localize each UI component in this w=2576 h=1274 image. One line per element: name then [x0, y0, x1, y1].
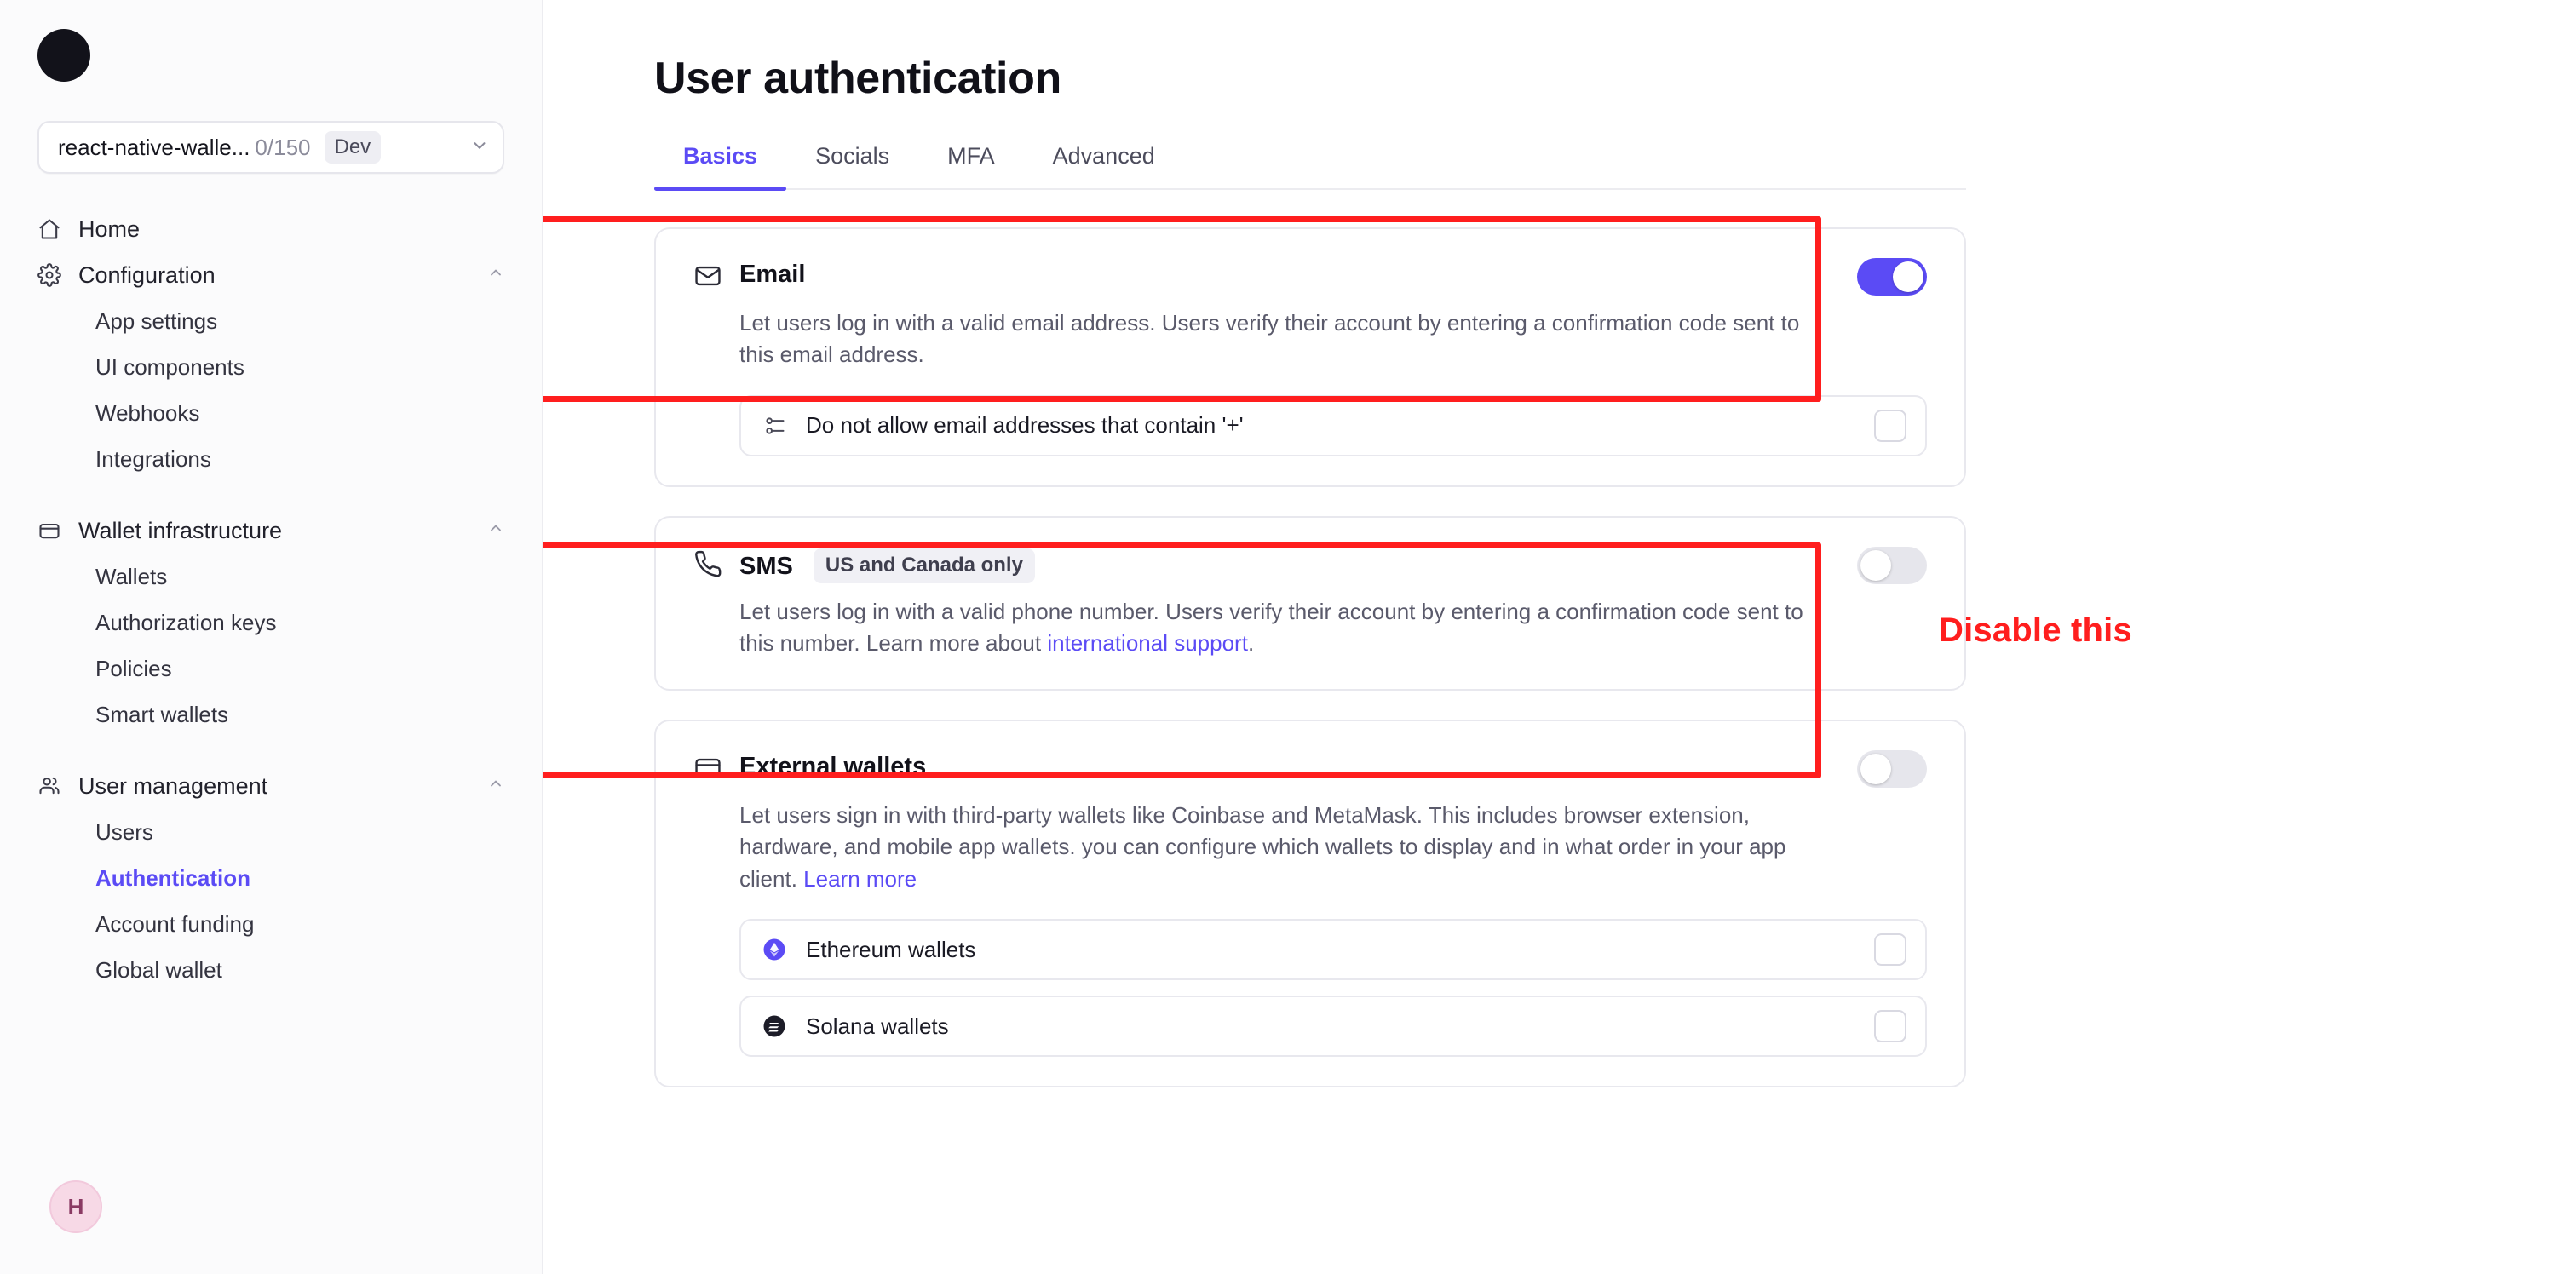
privy-logo-icon — [37, 29, 90, 82]
subrow-label: Do not allow email addresses that contain '+' — [806, 412, 1244, 439]
sidebar-group-wallet-infrastructure[interactable] — [0, 508, 542, 554]
wallet-icon — [37, 519, 61, 542]
tab-label: Basics — [683, 143, 758, 169]
sidebar-item-label: Configuration — [78, 261, 216, 288]
sidebar-item-webhooks[interactable] — [0, 390, 542, 436]
solana-wallets-row[interactable] — [739, 996, 1927, 1057]
subrow-label: Solana wallets — [806, 1013, 949, 1039]
project-env-badge: Dev — [325, 131, 382, 164]
sidebar-item-ui-components[interactable] — [0, 344, 542, 390]
card-description — [739, 307, 1838, 371]
sidebar-item-app-settings[interactable] — [0, 298, 542, 344]
sidebar-group-user-management[interactable] — [0, 763, 542, 809]
card-title — [739, 548, 1035, 583]
envelope-icon — [693, 261, 722, 290]
tab-mfa[interactable] — [918, 143, 1024, 188]
filter-icon — [762, 413, 787, 439]
sidebar — [0, 0, 543, 1274]
sidebar-item-policies[interactable] — [0, 646, 542, 692]
auth-card-external-wallets — [654, 720, 1966, 1087]
tab-socials[interactable] — [786, 143, 918, 188]
tab-label: Advanced — [1052, 143, 1155, 169]
solana-icon — [762, 1013, 787, 1039]
sidebar-item-label: App settings — [95, 307, 218, 334]
tab-label: Socials — [815, 143, 890, 169]
sidebar-item-label: User management — [78, 772, 268, 799]
home-icon — [37, 217, 61, 241]
wallet-card-icon — [693, 754, 722, 783]
sidebar-item-label: Users — [95, 818, 153, 845]
toggle-knob — [1860, 550, 1891, 581]
sidebar-item-authentication[interactable] — [0, 855, 542, 901]
sidebar-item-global-wallet[interactable] — [0, 947, 542, 993]
sidebar-item-label: Authentication — [95, 864, 250, 891]
tab-bar — [654, 143, 1966, 190]
avatar[interactable] — [49, 1180, 102, 1233]
card-title-text: SMS — [739, 552, 793, 580]
toggle-knob — [1893, 261, 1923, 292]
card-title — [739, 752, 926, 782]
sidebar-item-label: Integrations — [95, 445, 211, 472]
phone-icon — [693, 550, 722, 579]
sidebar-item-users[interactable] — [0, 809, 542, 855]
chevron-up-icon — [487, 519, 504, 542]
tab-advanced[interactable] — [1024, 143, 1184, 188]
auth-method-list — [654, 227, 1966, 1087]
sms-toggle[interactable] — [1857, 547, 1927, 584]
project-selector[interactable] — [37, 121, 504, 174]
card-title — [739, 260, 805, 290]
card-header — [693, 547, 1927, 584]
subrow-label: Ethereum wallets — [806, 936, 976, 962]
avatar-initial: H — [67, 1193, 84, 1219]
sidebar-item-label: Home — [78, 215, 141, 242]
chevron-up-icon — [487, 264, 504, 286]
card-header — [693, 258, 1927, 296]
sidebar-divider-2 — [0, 737, 542, 763]
sidebar-item-authorization-keys[interactable] — [0, 600, 542, 646]
card-description-text: Let users log in with a valid email address. Users verify their account by entering a confirmation code sent to this email address. — [739, 310, 1800, 368]
subrow-checkbox[interactable] — [1874, 410, 1906, 442]
sidebar-item-label: Wallets — [95, 563, 168, 589]
sidebar-item-label: UI components — [95, 353, 244, 380]
sidebar-item-label: Wallet infrastructure — [78, 517, 283, 543]
sidebar-item-label: Policies — [95, 655, 172, 681]
subrow-checkbox[interactable] — [1874, 933, 1906, 966]
ethereum-wallets-row[interactable] — [739, 919, 1927, 980]
sms-region-badge: US and Canada only — [814, 548, 1035, 583]
card-title-text: External wallets — [739, 752, 927, 780]
external-wallets-toggle[interactable] — [1857, 750, 1927, 788]
page-title: User authentication — [654, 54, 1061, 103]
users-icon — [37, 774, 61, 798]
project-name: react-native-walle... — [58, 134, 250, 160]
auth-card-sms — [654, 516, 1966, 691]
tab-basics[interactable] — [654, 143, 786, 188]
card-description-text: Let users sign in with third-party wallets like Coinbase and MetaMask. This includes browser extension, hardware, and mobile app wallets. you can configure which wallets to display and in what order in your app client. — [739, 801, 1786, 892]
card-title-text: Email — [739, 261, 806, 288]
card-header — [693, 750, 1927, 788]
sidebar-item-smart-wallets[interactable] — [0, 692, 542, 737]
project-usage-count: 0/150 — [255, 134, 311, 160]
main-content — [543, 0, 2576, 1274]
logo-container — [0, 0, 542, 82]
sidebar-group-configuration[interactable] — [0, 252, 542, 298]
annotation-label-disable-this: Disable this — [1939, 611, 2132, 649]
sidebar-item-account-funding[interactable] — [0, 901, 542, 947]
subrow-checkbox[interactable] — [1874, 1010, 1906, 1042]
card-description — [739, 596, 1838, 660]
ethereum-icon — [762, 937, 787, 962]
tab-label: MFA — [947, 143, 995, 169]
toggle-knob — [1860, 754, 1891, 784]
sidebar-item-label: Authorization keys — [95, 609, 277, 635]
card-description — [739, 800, 1838, 895]
sidebar-item-label: Global wallet — [95, 956, 222, 983]
sidebar-item-label: Smart wallets — [95, 701, 229, 727]
email-toggle[interactable] — [1857, 258, 1927, 296]
card-description-text: Let users log in with a valid phone number. Users verify their account by entering a confirmation code sent to this number. Learn more about — [739, 598, 1803, 657]
auth-card-email — [654, 227, 1966, 487]
sidebar-item-label: Webhooks — [95, 399, 200, 426]
sidebar-item-wallets[interactable] — [0, 554, 542, 600]
international-support-link[interactable]: international support — [1047, 630, 1248, 657]
learn-more-link[interactable]: Learn more — [803, 865, 917, 892]
sidebar-nav — [0, 206, 542, 993]
chevron-up-icon — [487, 775, 504, 797]
sidebar-item-label: Account funding — [95, 910, 255, 937]
gear-icon — [37, 263, 61, 287]
email-plus-option-row[interactable] — [739, 395, 1927, 456]
sidebar-item-integrations[interactable] — [0, 436, 542, 482]
sidebar-divider-1 — [0, 482, 542, 508]
chevron-down-icon — [470, 136, 489, 158]
card-description-tail: . — [1247, 630, 1255, 657]
sidebar-item-home[interactable] — [0, 206, 542, 252]
